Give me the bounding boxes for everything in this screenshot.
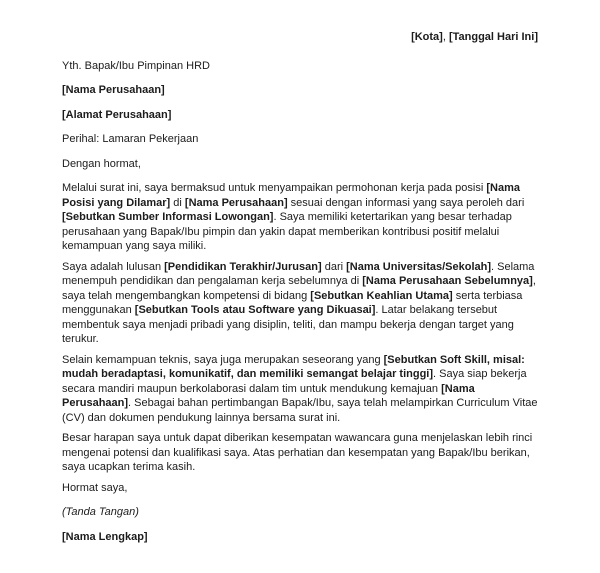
- paragraph-introduction: [62, 181, 538, 254]
- city-date-line: [62, 30, 538, 45]
- placeholder-text: [Nama Perusahaan]: [62, 382, 475, 409]
- paragraph-closing-request: [62, 431, 538, 475]
- placeholder-text: [Sebutkan Soft Skill, misal: mudah beradaptasi, komunikatif, dan memiliki semangat belajar tinggi]: [62, 353, 525, 380]
- placeholder-text: [Tanggal Hari Ini]: [448, 31, 538, 43]
- placeholder-text: [Sebutkan Tools atau Software yang Dikuasai]: [134, 304, 376, 316]
- paragraph-soft-skills: [62, 353, 538, 426]
- body-text: . Sebagai bahan pertimbangan Bapak/Ibu, saya telah melampirkan Curriculum Vitae (CV) dan dokumen pendukung lainnya bersama surat ini.: [62, 397, 538, 424]
- placeholder-text: [Pendidikan Terakhir/Jurusan]: [164, 260, 322, 273]
- body-text: Saya adalah lulusan: [62, 260, 165, 273]
- body-text: Besar harapan saya untuk dapat diberikan kesempatan wawancara guna menjelaskan lebih rinci mengenai potensi dan kualifikasi saya. Atas perhatian dan kesempatan yang Bapak/Ibu berikan, saya ucapkan terima kasih.: [62, 432, 533, 473]
- body-text: , saya telah mengembangkan kompetensi di bidang: [62, 275, 536, 302]
- body-text: di: [170, 196, 185, 209]
- placeholder-text: [Sebutkan Sumber Informasi Lowongan]: [62, 211, 274, 223]
- recipient-line: Yth. Bapak/Ibu Pimpinan HRD: [62, 59, 210, 72]
- company-name-placeholder: [Nama Perusahaan]: [62, 84, 165, 96]
- placeholder-text: [Nama Perusahaan]: [184, 196, 288, 209]
- salutation: Dengan hormat,: [62, 157, 141, 170]
- closing-line: Hormat saya,: [62, 481, 128, 494]
- placeholder-text: [Nama Perusahaan Sebelumnya]: [362, 275, 533, 287]
- subject-line: Perihal: Lamaran Pekerjaan: [62, 133, 199, 145]
- body-text: ,: [442, 31, 449, 43]
- company-address-placeholder: [Alamat Perusahaan]: [62, 108, 172, 121]
- paragraph-background: [62, 260, 538, 347]
- signature-placeholder: (Tanda Tangan): [62, 506, 139, 518]
- body-text: dari: [321, 260, 347, 273]
- body-text: sesuai dengan informasi yang saya peroleh dari: [287, 196, 525, 209]
- body-paragraphs: [62, 181, 538, 475]
- placeholder-text: [Nama Posisi yang Dilamar]: [62, 182, 520, 209]
- full-name-placeholder: [Nama Lengkap]: [62, 530, 148, 543]
- placeholder-text: [Nama Universitas/Sekolah]: [346, 260, 492, 273]
- body-text: serta terbiasa menggunakan: [62, 289, 523, 316]
- body-text: . Selama menempuh pendidikan dan pengalaman kerja sebelumnya di: [62, 260, 535, 287]
- placeholder-text: [Kota]: [411, 31, 443, 43]
- body-text: Selain kemampuan teknis, saya juga merupakan seseorang yang: [62, 353, 384, 366]
- body-text: . Latar belakang tersebut membentuk saya menjadi pribadi yang disiplin, teliti, dan mampu bekerja dengan target yang terukur.: [62, 304, 514, 345]
- body-text: . Saya memiliki ketertarikan yang besar terhadap perusahaan yang Bapak/Ibu pimpin dan yakin dapat memberikan kontribusi positif melalui kemampuan yang saya miliki.: [62, 211, 512, 252]
- body-text: . Saya siap bekerja secara mandiri maupun berkolaborasi dalam tim untuk mendukung kemajuan: [62, 368, 527, 395]
- body-text: Melalui surat ini, saya bermaksud untuk menyampaikan permohonan kerja pada posisi: [62, 182, 487, 194]
- placeholder-text: [Sebutkan Keahlian Utama]: [310, 289, 453, 302]
